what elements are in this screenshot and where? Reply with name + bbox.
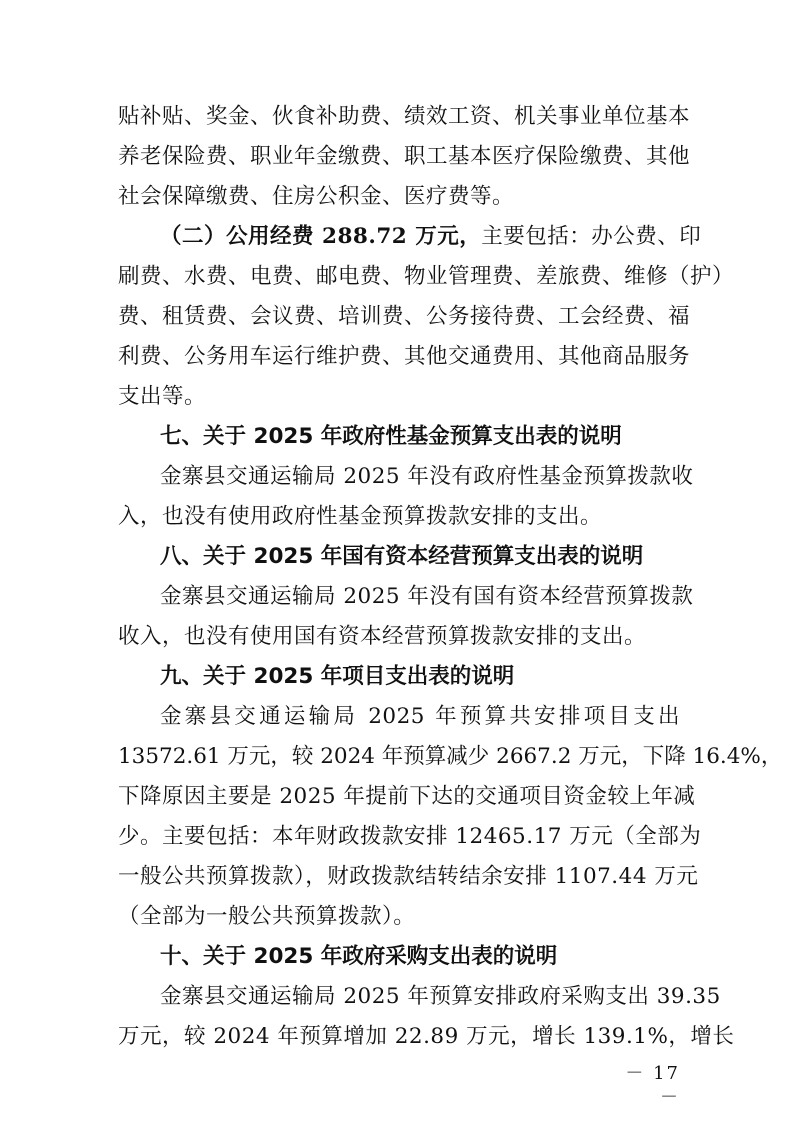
body-text-line: 金寨县交通运输局 2025 年没有国有资本经营预算拨款 xyxy=(160,584,694,609)
section-subheading: （二）公用经费 288.72 万元， xyxy=(160,224,482,249)
body-text-line: 贴补贴、奖金、伙食补助费、绩效工资、机关事业单位基本 xyxy=(118,104,691,129)
body-text-line: 养老保险费、职业年金缴费、职工基本医疗保险缴费、其他 xyxy=(118,144,691,169)
body-text-line: 支出等。 xyxy=(118,384,207,409)
body-text-inline: 主要包括：办公费、印 xyxy=(481,224,702,249)
body-text-line: 利费、公务用车运行维护费、其他交通费用、其他商品服务 xyxy=(118,344,691,369)
body-text-line: 收入，也没有使用国有资本经营预算拨款安排的支出。 xyxy=(118,624,647,649)
body-text-line: 金寨县交通运输局 2025 年预算安排政府采购支出 39.35 xyxy=(160,984,721,1009)
page-number: － 17 － xyxy=(625,1063,680,1108)
body-text-line: 刷费、水费、电费、邮电费、物业管理费、差旅费、维修（护） xyxy=(118,264,735,289)
body-text-line: 万元，较 2024 年预算增加 22.89 万元，增长 139.1%，增长 xyxy=(118,1024,735,1049)
body-text-line: 少。主要包括：本年财政拨款安排 12465.17 万元（全部为 xyxy=(118,824,702,849)
paragraph-row xyxy=(160,222,701,252)
body-text-line: 社会保障缴费、住房公积金、医疗费等。 xyxy=(118,184,515,209)
section-heading-7: 七、关于 2025 年政府性基金预算支出表的说明 xyxy=(160,424,622,449)
body-text-line: 费、租赁费、会议费、培训费、公务接待费、工会经费、福 xyxy=(118,304,691,329)
body-text-line: 下降原因主要是 2025 年提前下达的交通项目资金较上年减 xyxy=(118,784,696,809)
section-heading-10: 十、关于 2025 年政府采购支出表的说明 xyxy=(160,944,558,969)
body-text-line: 一般公共预算拨款），财政拨款结转结余安排 1107.44 万元 xyxy=(118,864,699,889)
body-text-line: （全部为一般公共预算拨款）。 xyxy=(118,904,416,929)
body-text-line: 13572.61 万元，较 2024 年预算减少 2667.2 万元，下降 16.4%， xyxy=(118,744,783,769)
body-text-line: 金寨县交通运输局 2025 年预算共安排项目支出 xyxy=(160,704,680,729)
body-text-line: 入，也没有使用政府性基金预算拨款安排的支出。 xyxy=(118,504,603,529)
section-heading-8: 八、关于 2025 年国有资本经营预算支出表的说明 xyxy=(160,544,644,569)
body-text-line: 金寨县交通运输局 2025 年没有政府性基金预算拨款收 xyxy=(160,464,694,489)
section-heading-9: 九、关于 2025 年项目支出表的说明 xyxy=(160,664,515,689)
